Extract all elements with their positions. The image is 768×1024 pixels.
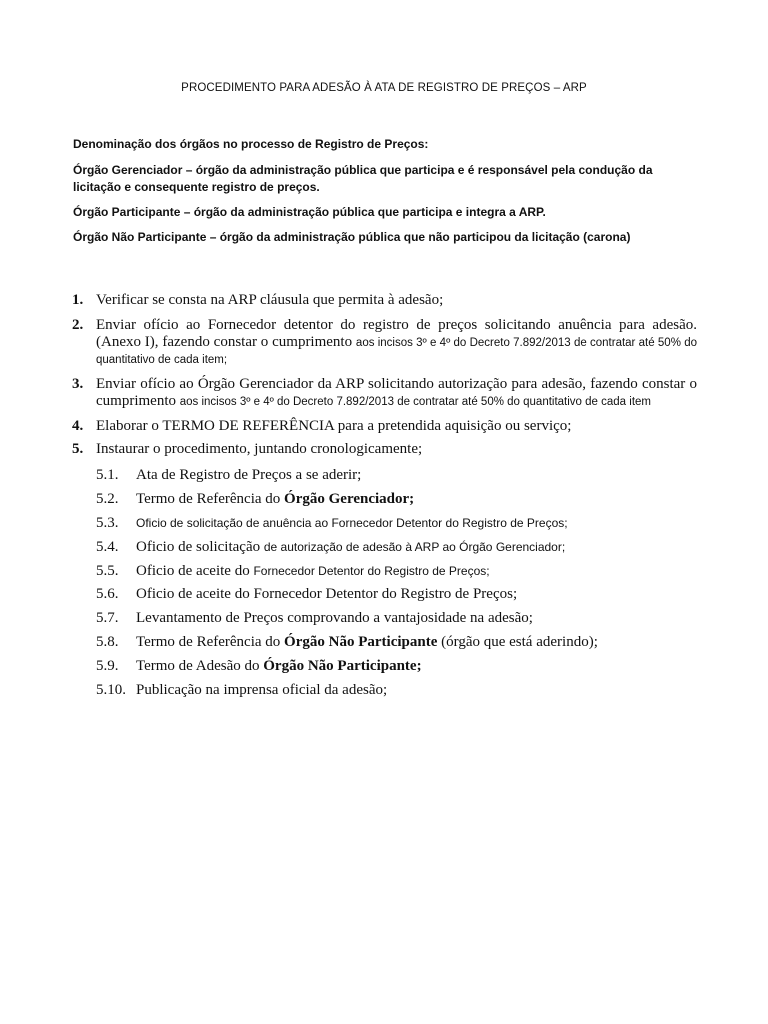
sub-step-5-1 [96, 464, 697, 488]
step-4 [72, 418, 697, 435]
sub-step-5-9 [96, 654, 697, 678]
step-text: Instaurar o procedimento, juntando cronologicamente; [96, 441, 423, 457]
sub-step-text-sans: Fornecedor Detentor do Registro de Preços; [253, 563, 490, 578]
sub-step-bold: Órgão Gerenciador; [284, 491, 415, 508]
sub-step-5-6 [96, 583, 697, 607]
step-text-small: aos incisos 3º e 4º do Decreto 7.892/2013 de contratar até 50% do quantitativo de cada item; [96, 337, 697, 366]
sub-step-text: Termo de Adesão do [136, 657, 264, 674]
sub-step-text: Termo de Referência do [136, 491, 285, 508]
step-3 [72, 376, 697, 410]
sub-step-number: 5.4. [96, 538, 119, 555]
sub-step-text: Levantamento de Preços comprovando a vantajosidade na adesão; [136, 610, 533, 627]
sub-step-number: 5.2. [96, 491, 119, 508]
sub-step-5-2 [96, 488, 697, 512]
step-text: Verificar se consta na ARP cláusula que permita à adesão; [96, 292, 444, 308]
step-number: 5. [72, 441, 84, 457]
sub-step-number: 5.1. [96, 467, 119, 484]
step-text: Elaborar o TERMO DE REFERÊNCIA para a pretendida aquisição ou serviço; [96, 418, 572, 434]
sub-step-text: Publicação na imprensa oficial da adesão; [136, 681, 388, 698]
sub-step-5-3 [96, 512, 697, 536]
step-number: 4. [72, 418, 84, 434]
definitions-section [73, 136, 693, 254]
sub-step-bold: Órgão Não Participante; [263, 657, 422, 674]
step-text-small: aos incisos 3º e 4º do Decreto 7.892/2013 de contratar até 50% do quantitativo de cada item [179, 396, 651, 408]
sub-step-text: Termo de Referência do [136, 633, 285, 650]
definition-orgao-gerenciador: Órgão Gerenciador – órgão da administração pública que participa e é responsável pela condução da licitação e consequente registro de preços. [73, 163, 653, 194]
definition-orgao-participante: Órgão Participante – órgão da administração pública que participa e integra a ARP. [73, 205, 546, 219]
sub-step-5-5 [96, 559, 697, 583]
sub-step-5-10 [96, 678, 697, 702]
sub-step-text-after: (órgão que está aderindo); [437, 633, 598, 650]
sub-step-number: 5.6. [96, 586, 119, 603]
sub-step-5-8 [96, 631, 697, 655]
step-number: 3. [72, 376, 84, 392]
sub-step-text: Oficio de aceite do [136, 562, 254, 579]
sub-step-number: 5.5. [96, 562, 119, 579]
sub-step-5-4 [96, 535, 697, 559]
sub-step-text: Oficio de solicitação de anuência ao Fornecedor Detentor do Registro de Preços; [136, 515, 568, 530]
step-5 [72, 441, 697, 458]
sub-step-text: Ata de Registro de Preços a se aderir; [136, 467, 362, 484]
sub-step-bold: Órgão Não Participante [284, 633, 438, 650]
sub-step-text: Oficio de solicitação [136, 538, 264, 555]
step-2 [72, 317, 697, 368]
sub-step-text: Oficio de aceite do Fornecedor Detentor do Registro de Preços; [136, 586, 518, 603]
step-number: 2. [72, 317, 84, 333]
sub-step-number: 5.10. [96, 681, 126, 698]
document-title: PROCEDIMENTO PARA ADESÃO À ATA DE REGISTRO DE PREÇOS – ARP [181, 82, 587, 94]
definitions-heading: Denominação dos órgãos no processo de Registro de Preços: [73, 137, 429, 151]
sub-step-5-7 [96, 607, 697, 631]
sub-step-number: 5.8. [96, 633, 119, 650]
definition-orgao-nao-participante: Órgão Não Participante – órgão da administração pública que não participou da licitação (carona) [73, 230, 631, 244]
sub-step-number: 5.3. [96, 514, 119, 531]
step-1 [72, 292, 697, 309]
sub-step-text-sans: de autorização de adesão à ARP ao Órgão Gerenciador; [263, 539, 566, 554]
sub-step-number: 5.9. [96, 657, 119, 674]
procedure-steps [72, 292, 697, 702]
sub-step-number: 5.7. [96, 610, 119, 627]
step-number: 1. [72, 292, 84, 308]
step-text: Enviar ofício ao Fornecedor detentor do registro de preços solicitando anuência para adesão. (Anexo I), fazendo constar o cumprimento [96, 317, 697, 350]
step-text: Enviar ofício ao Órgão Gerenciador da ARP solicitando autorização para adesão, fazendo constar o cumprimento [96, 376, 697, 409]
sub-steps [96, 464, 697, 702]
